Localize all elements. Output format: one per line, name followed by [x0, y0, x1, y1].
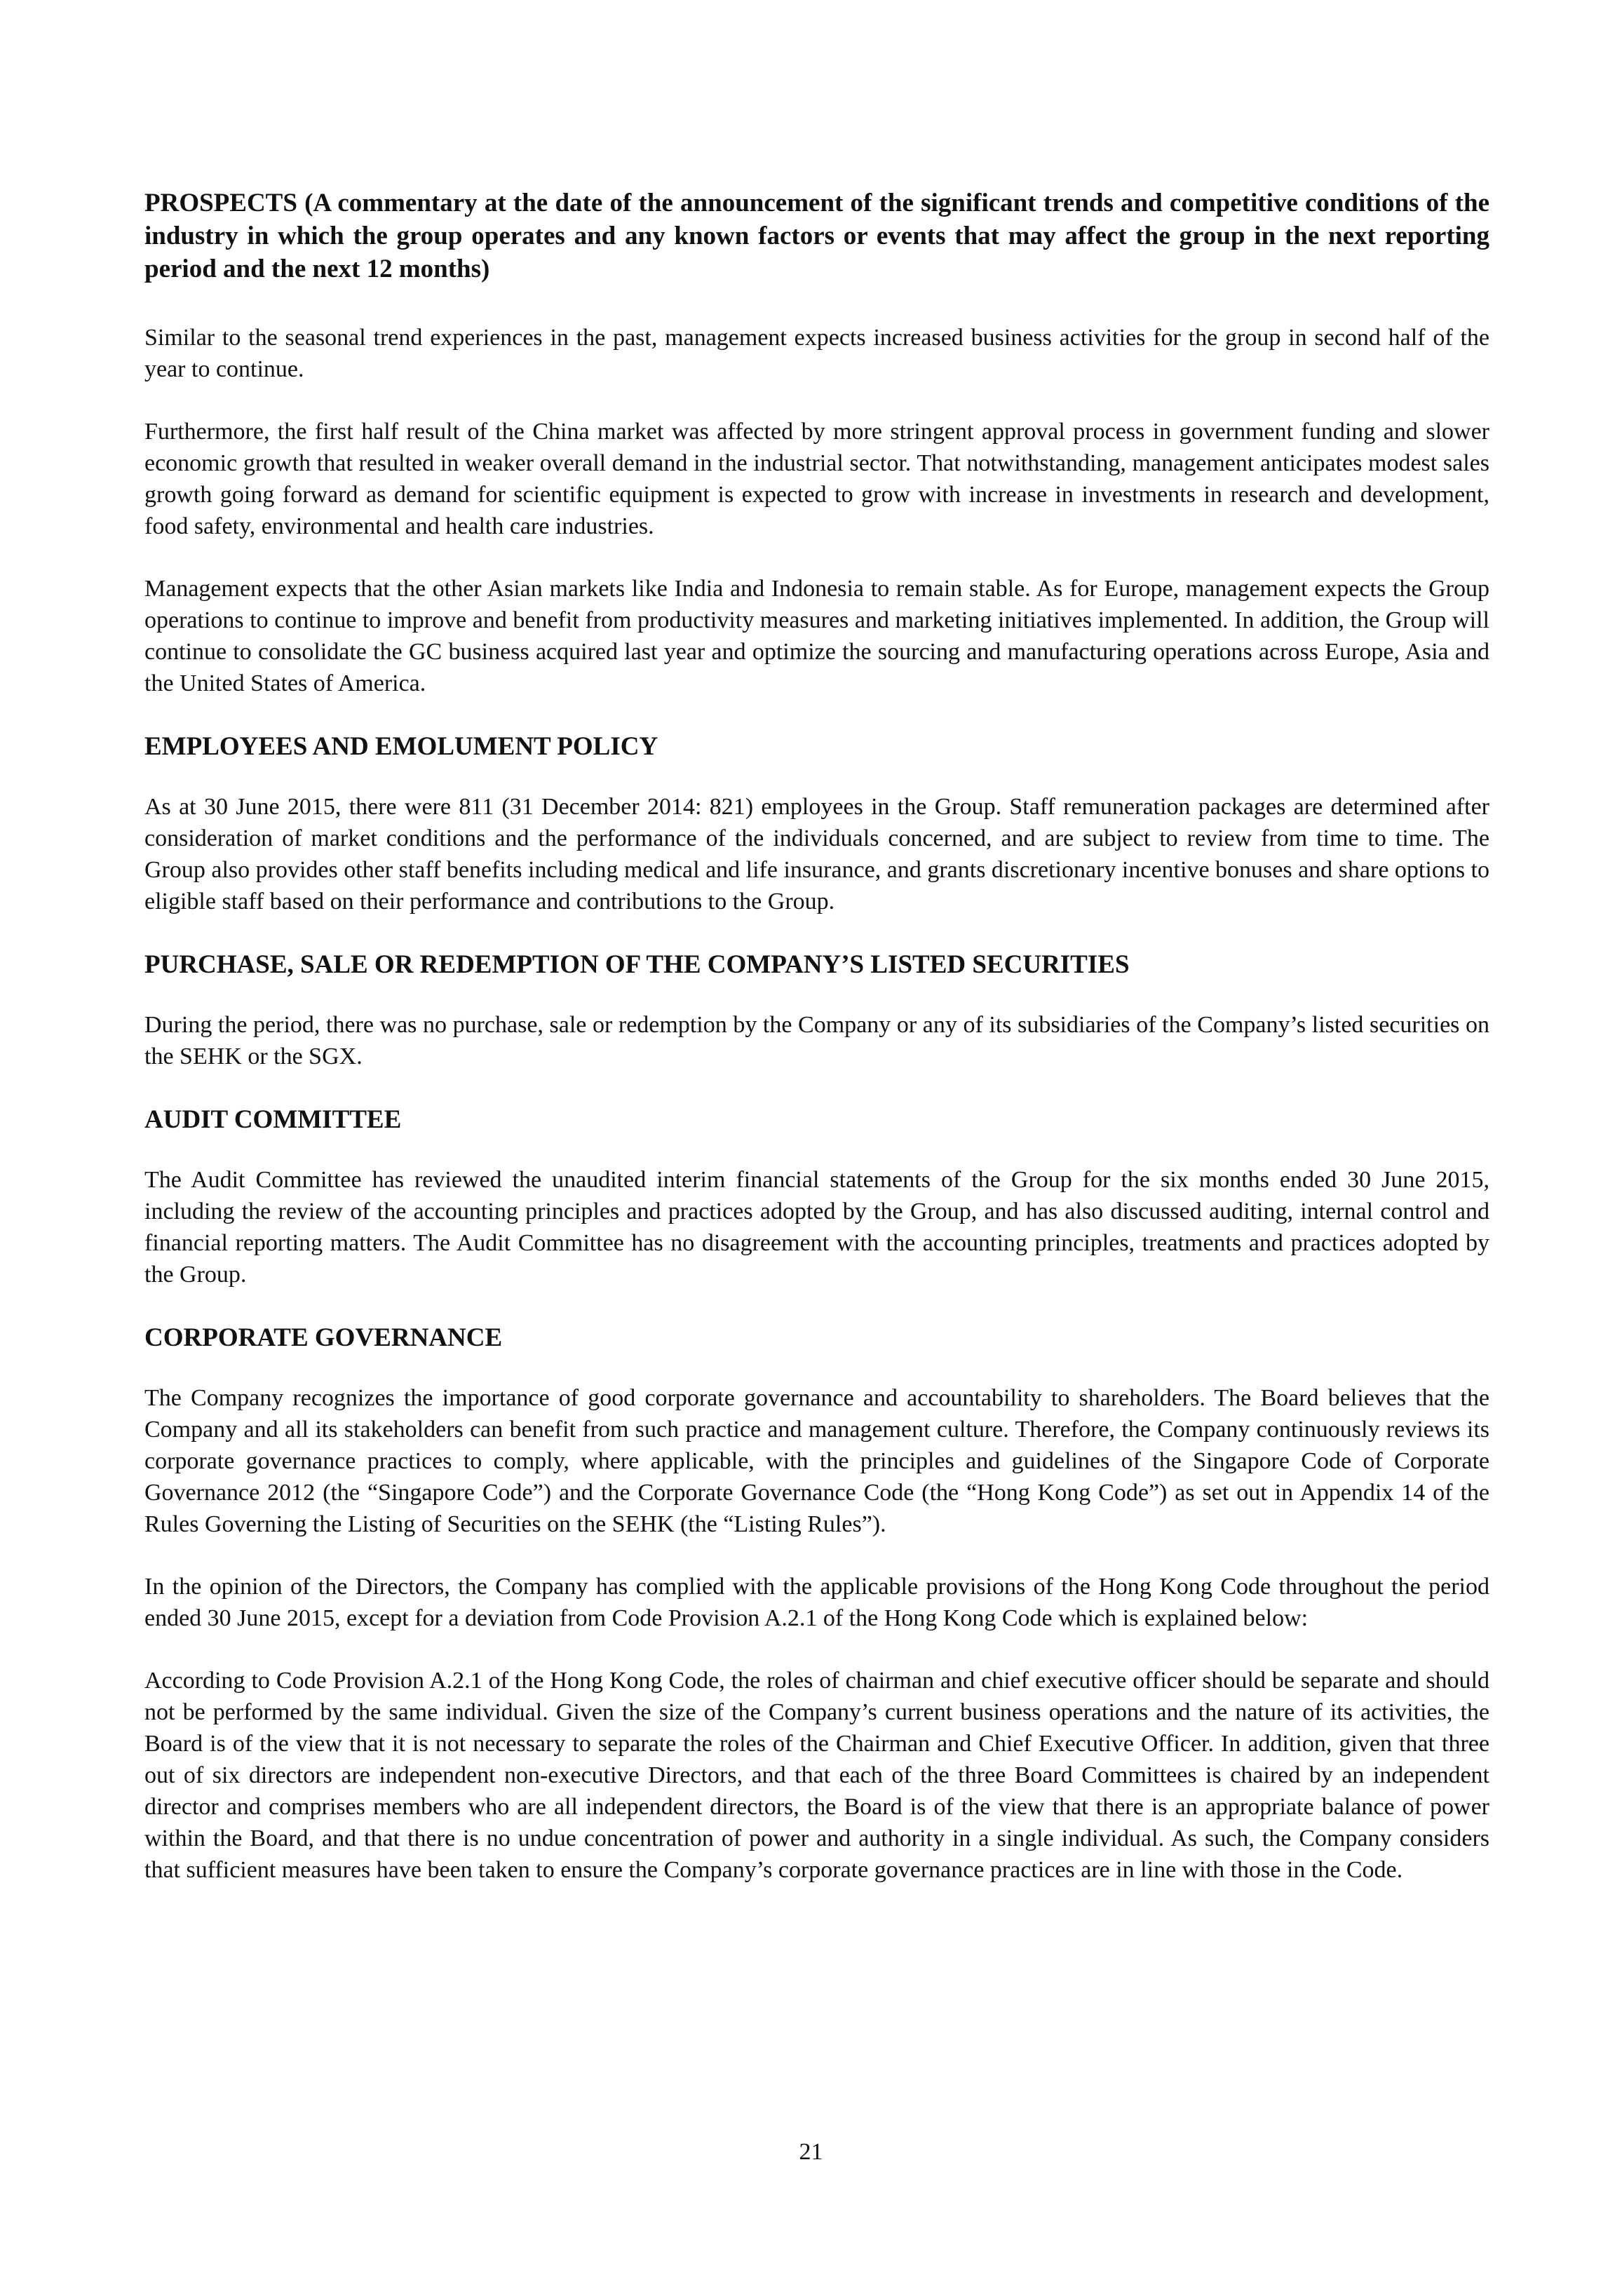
prospects-paragraph-3: Management expects that the other Asian markets like India and Indonesia to remain stable. As for Europe, management expects the Group operations to continue to improve and benefit from productivity measures and marketing initiatives implemented. In addition, the Group will continue to consolidate the GC business acquired last year and optimize the sourcing and manufacturing operations across Europe, Asia and the United States of America.	[144, 576, 1489, 696]
purchase-paragraph-1: During the period, there was no purchase, sale or redemption by the Company or any of its subsidiaries of the Company’s listed securities on the SEHK or the SGX.	[144, 1012, 1489, 1069]
governance-heading: CORPORATE GOVERNANCE	[144, 1323, 503, 1352]
employees-heading: EMPLOYEES AND EMOLUMENT POLICY	[144, 732, 658, 761]
prospects-heading: PROSPECTS (A commentary at the date of the announcement of the significant trends and competitive conditions of the industry in which the group operates and any known factors or events that may affect the group in the next reporting period and the next 12 months)	[144, 189, 1489, 283]
governance-paragraph-2: In the opinion of the Directors, the Company has complied with the applicable provisions of the Hong Kong Code throughout the period ended 30 June 2015, except for a deviation from Code Provision A.2.1 of the Hong Kong Code which is explained below:	[144, 1574, 1489, 1631]
prospects-paragraph-1: Similar to the seasonal trend experiences in the past, management expects increased business activities for the group in second half of the year to continue.	[144, 325, 1489, 382]
purchase-heading: PURCHASE, SALE OR REDEMPTION OF THE COMPANY’S LISTED SECURITIES	[144, 950, 1130, 979]
governance-paragraph-3: According to Code Provision A.2.1 of the Hong Kong Code, the roles of chairman and chief executive officer should be separate and should not be performed by the same individual. Given the size of the Company’s current business operations and the nature of its activities, the Board is of the view that it is not necessary to separate the roles of the Chairman and Chief Executive Officer. In addition, given that three out of six directors are independent non-executive Directors, and that each of the three Board Committees is chaired by an independent director and comprises members who are all independent directors, the Board is of the view that there is an appropriate balance of power within the Board, and that there is no undue concentration of power and authority in a single individual. As such, the Company considers that sufficient measures have been taken to ensure the Company’s corporate governance practices are in line with those in the Code.	[144, 1668, 1489, 1883]
audit-paragraph-1: The Audit Committee has reviewed the unaudited interim financial statements of the Group for the six months ended 30 June 2015, including the review of the accounting principles and practices adopted by the Group, and has also discussed auditing, internal control and financial reporting matters. The Audit Committee has no disagreement with the accounting principles, treatments and practices adopted by the Group.	[144, 1167, 1489, 1288]
page-number: 21	[799, 2139, 823, 2165]
employees-paragraph-1: As at 30 June 2015, there were 811 (31 December 2014: 821) employees in the Group. Staff remuneration packages are determined after consideration of market conditions and the performance of the individuals concerned, and are subject to review from time to time. The Group also provides other staff benefits including medical and life insurance, and grants discretionary incentive bonuses and share options to eligible staff based on their performance and contributions to the Group.	[144, 794, 1489, 914]
audit-heading: AUDIT COMMITTEE	[144, 1105, 402, 1134]
governance-paragraph-1: The Company recognizes the importance of good corporate governance and accountability to shareholders. The Board believes that the Company and all its stakeholders can benefit from such practice and management culture. Therefore, the Company continuously reviews its corporate governance practices to comply, where applicable, with the principles and guidelines of the Singapore Code of Corporate Governance 2012 (the “Singapore Code”) and the Corporate Governance Code (the “Hong Kong Code”) as set out in Appendix 14 of the Rules Governing the Listing of Securities on the SEHK (the “Listing Rules”).	[144, 1385, 1489, 1537]
prospects-paragraph-2: Furthermore, the first half result of the China market was affected by more stringent approval process in government funding and slower economic growth that resulted in weaker overall demand in the industrial sector. That notwithstanding, management anticipates modest sales growth going forward as demand for scientific equipment is expected to grow with increase in investments in research and development, food safety, environmental and health care industries.	[144, 419, 1489, 539]
document-page	[144, 187, 1489, 1917]
